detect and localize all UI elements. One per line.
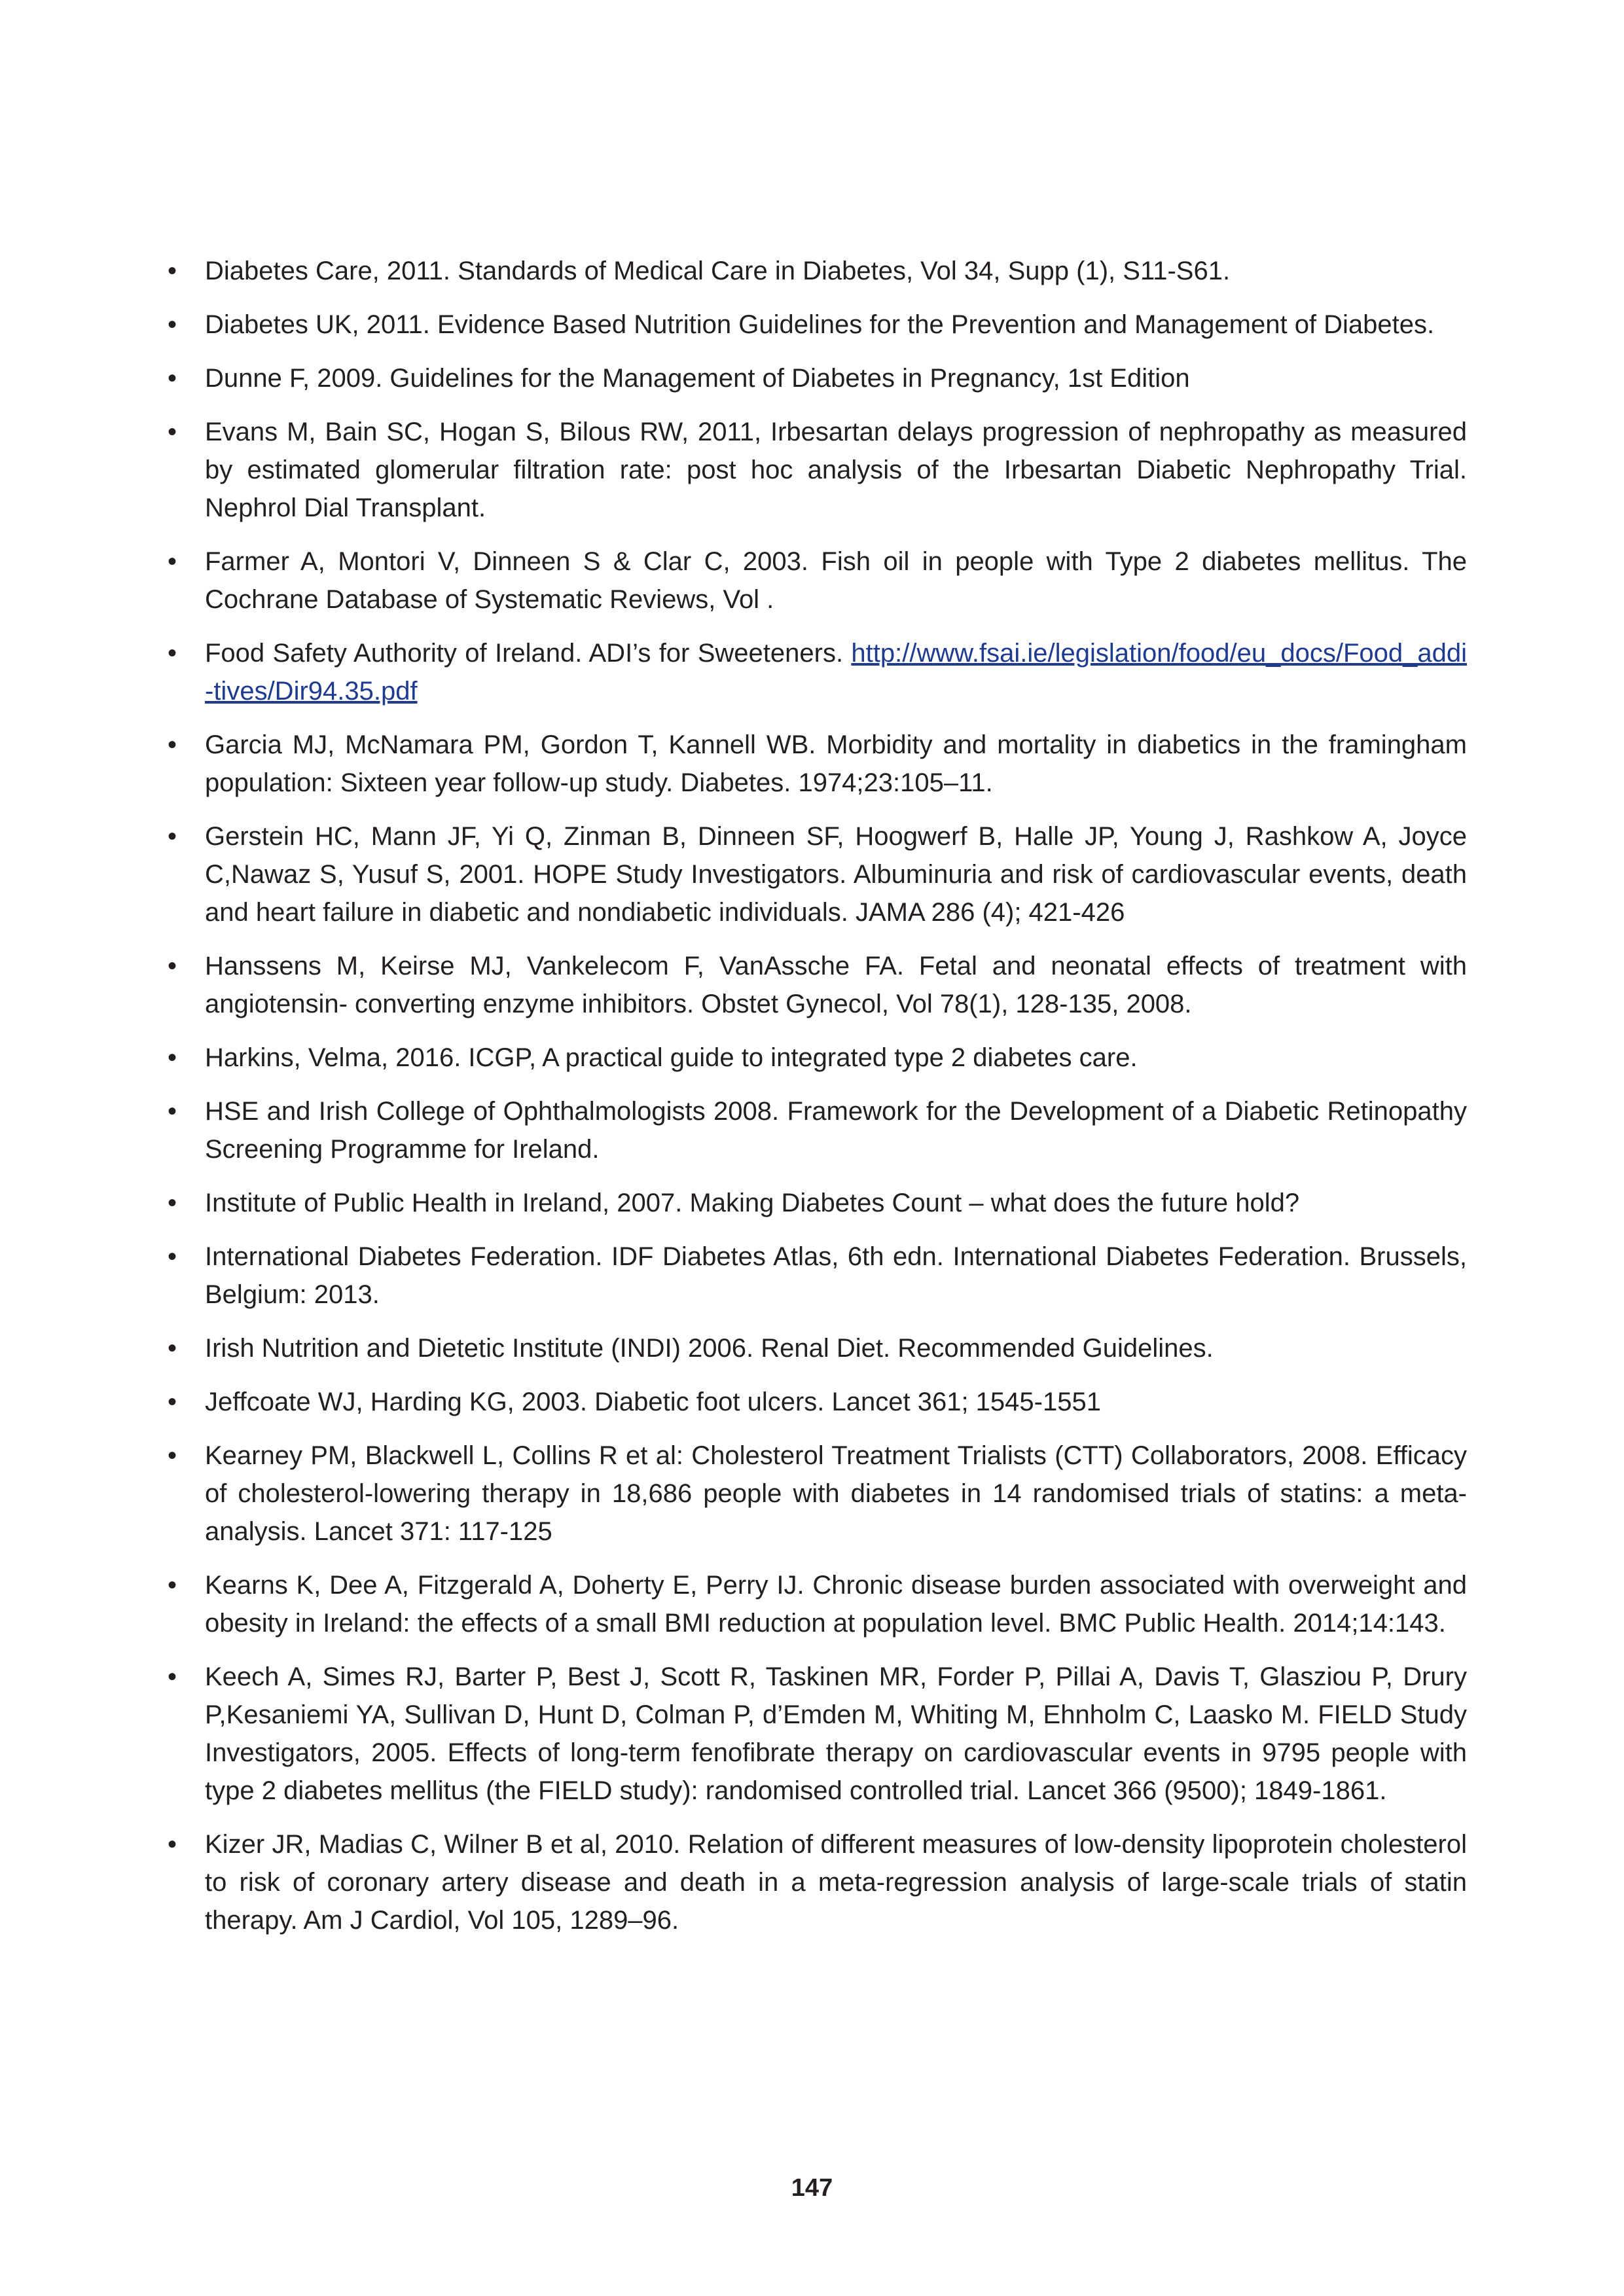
reference-text: Food Safety Authority of Ireland. ADI’s for Sweeteners. xyxy=(205,639,852,668)
reference-text: International Diabetes Federation. IDF Diabetes Atlas, 6th edn. International Diabetes Federation. Brussels, Belgium: 2013. xyxy=(205,1242,1467,1309)
reference-text: Harkins, Velma, 2016. ICGP, A practical guide to integrated type 2 diabetes care. xyxy=(205,1043,1138,1072)
reference-text: Farmer A, Montori V, Dinneen S & Clar C, 2003. Fish oil in people with Type 2 diabetes mellitus. The Cochrane Database of Systematic Reviews, Vol . xyxy=(205,547,1467,614)
bullet: • xyxy=(167,730,177,759)
bullet: • xyxy=(167,639,177,668)
page-number: 147 xyxy=(791,2174,833,2202)
reference-item xyxy=(159,306,1467,344)
bullet: • xyxy=(167,1830,177,1859)
reference-item xyxy=(159,252,1467,290)
bullet: • xyxy=(167,1334,177,1363)
reference-text: HSE and Irish College of Ophthalmologists 2008. Framework for the Development of a Diabetic Retinopathy Screening Programme for Ireland. xyxy=(205,1097,1467,1164)
bullet: • xyxy=(167,1441,177,1470)
reference-item xyxy=(159,1184,1467,1222)
reference-list-section xyxy=(159,252,1467,1955)
fsai-sweeteners-link[interactable]: http://www.fsai.ie/legislation/food/eu_docs/Food_addi-tives/Dir94.35.pdf xyxy=(205,639,1467,706)
reference-item xyxy=(159,413,1467,527)
bullet: • xyxy=(167,1043,177,1072)
reference-item xyxy=(159,1437,1467,1551)
bullet: • xyxy=(167,310,177,339)
reference-item xyxy=(159,1329,1467,1367)
reference-text: Evans M, Bain SC, Hogan S, Bilous RW, 2011, Irbesartan delays progression of nephropathy as measured by estimated glomerular filtration rate: post hoc analysis of the Irbesartan Diabetic Nephropathy Trial. Nephrol Dial Transplant. xyxy=(205,418,1467,522)
bullet: • xyxy=(167,1571,177,1600)
reference-text: Gerstein HC, Mann JF, Yi Q, Zinman B, Dinneen SF, Hoogwerf B, Halle JP, Young J, Rashkow A, Joyce C,Nawaz S, Yusuf S, 2001. HOPE Study Investigators. Albuminuria and risk of cardiovascular events, death and heart failure in diabetic and nondiabetic individuals. JAMA 286 (4); 421-426 xyxy=(205,822,1467,927)
reference-item xyxy=(159,1039,1467,1077)
reference-text: Diabetes UK, 2011. Evidence Based Nutrition Guidelines for the Prevention and Management of Diabetes. xyxy=(205,310,1435,339)
bullet: • xyxy=(167,822,177,851)
reference-item xyxy=(159,634,1467,710)
reference-text: Kearney PM, Blackwell L, Collins R et al: Cholesterol Treatment Trialists (CTT) Collaborators, 2008. Efficacy of cholesterol-lowering therapy in 18,686 people with diabetes in 14 randomised trials of statins: a meta-analysis. Lancet 371: 117-125 xyxy=(205,1441,1467,1546)
bullet: • xyxy=(167,418,177,446)
bullet: • xyxy=(167,1662,177,1691)
reference-text: Kearns K, Dee A, Fitzgerald A, Doherty E, Perry IJ. Chronic disease burden associated with overweight and obesity in Ireland: the effects of a small BMI reduction at population level. BMC Public Health. 2014;14:143. xyxy=(205,1571,1467,1638)
reference-item xyxy=(159,947,1467,1023)
reference-item xyxy=(159,1566,1467,1642)
bullet: • xyxy=(167,364,177,393)
bullet: • xyxy=(167,547,177,576)
reference-text: Keech A, Simes RJ, Barter P, Best J, Scott R, Taskinen MR, Forder P, Pillai A, Davis T, Glasziou P, Drury P,Kesaniemi YA, Sullivan D, Hunt D, Colman P, d’Emden M, Whiting M, Ehnholm C, Laasko M. FIELD Study Investigators, 2005. Effects of long-term fenofibrate therapy on cardiovascular events in 9795 people with type 2 diabetes mellitus (the FIELD study): randomised controlled trial. Lancet 366 (9500); 1849-1861. xyxy=(205,1662,1467,1805)
reference-text: Kizer JR, Madias C, Wilner B et al, 2010. Relation of different measures of low-density lipoprotein cholesterol to risk of coronary artery disease and death in a meta-regression analysis of large-scale trials of statin therapy. Am J Cardiol, Vol 105, 1289–96. xyxy=(205,1830,1467,1935)
reference-text: Garcia MJ, McNamara PM, Gordon T, Kannell WB. Morbidity and mortality in diabetics in the framingham population: Sixteen year follow-up study. Diabetes. 1974;23:105–11. xyxy=(205,730,1467,797)
reference-item xyxy=(159,817,1467,931)
reference-item xyxy=(159,359,1467,397)
reference-text: Diabetes Care, 2011. Standards of Medical Care in Diabetes, Vol 34, Supp (1), S11-S61. xyxy=(205,257,1231,285)
reference-item xyxy=(159,543,1467,619)
bullet: • xyxy=(167,1242,177,1271)
bullet: • xyxy=(167,1189,177,1217)
reference-text: Irish Nutrition and Dietetic Institute (INDI) 2006. Renal Diet. Recommended Guidelines. xyxy=(205,1334,1214,1363)
reference-item xyxy=(159,1092,1467,1168)
reference-text: Jeffcoate WJ, Harding KG, 2003. Diabetic foot ulcers. Lancet 361; 1545-1551 xyxy=(205,1388,1101,1416)
bullet: • xyxy=(167,1097,177,1126)
reference-text: Hanssens M, Keirse MJ, Vankelecom F, VanAssche FA. Fetal and neonatal effects of treatment with angiotensin- converting enzyme inhibitors. Obstet Gynecol, Vol 78(1), 128-135, 2008. xyxy=(205,952,1467,1018)
reference-text: Institute of Public Health in Ireland, 2007. Making Diabetes Count – what does the future hold? xyxy=(205,1189,1300,1217)
reference-item xyxy=(159,726,1467,802)
bullet: • xyxy=(167,952,177,980)
reference-item xyxy=(159,1383,1467,1421)
reference-text: Dunne F, 2009. Guidelines for the Management of Diabetes in Pregnancy, 1st Edition xyxy=(205,364,1190,393)
bullet: • xyxy=(167,1388,177,1416)
reference-list xyxy=(159,252,1467,1939)
reference-item xyxy=(159,1658,1467,1810)
bullet: • xyxy=(167,257,177,285)
reference-item xyxy=(159,1825,1467,1939)
reference-item xyxy=(159,1238,1467,1314)
